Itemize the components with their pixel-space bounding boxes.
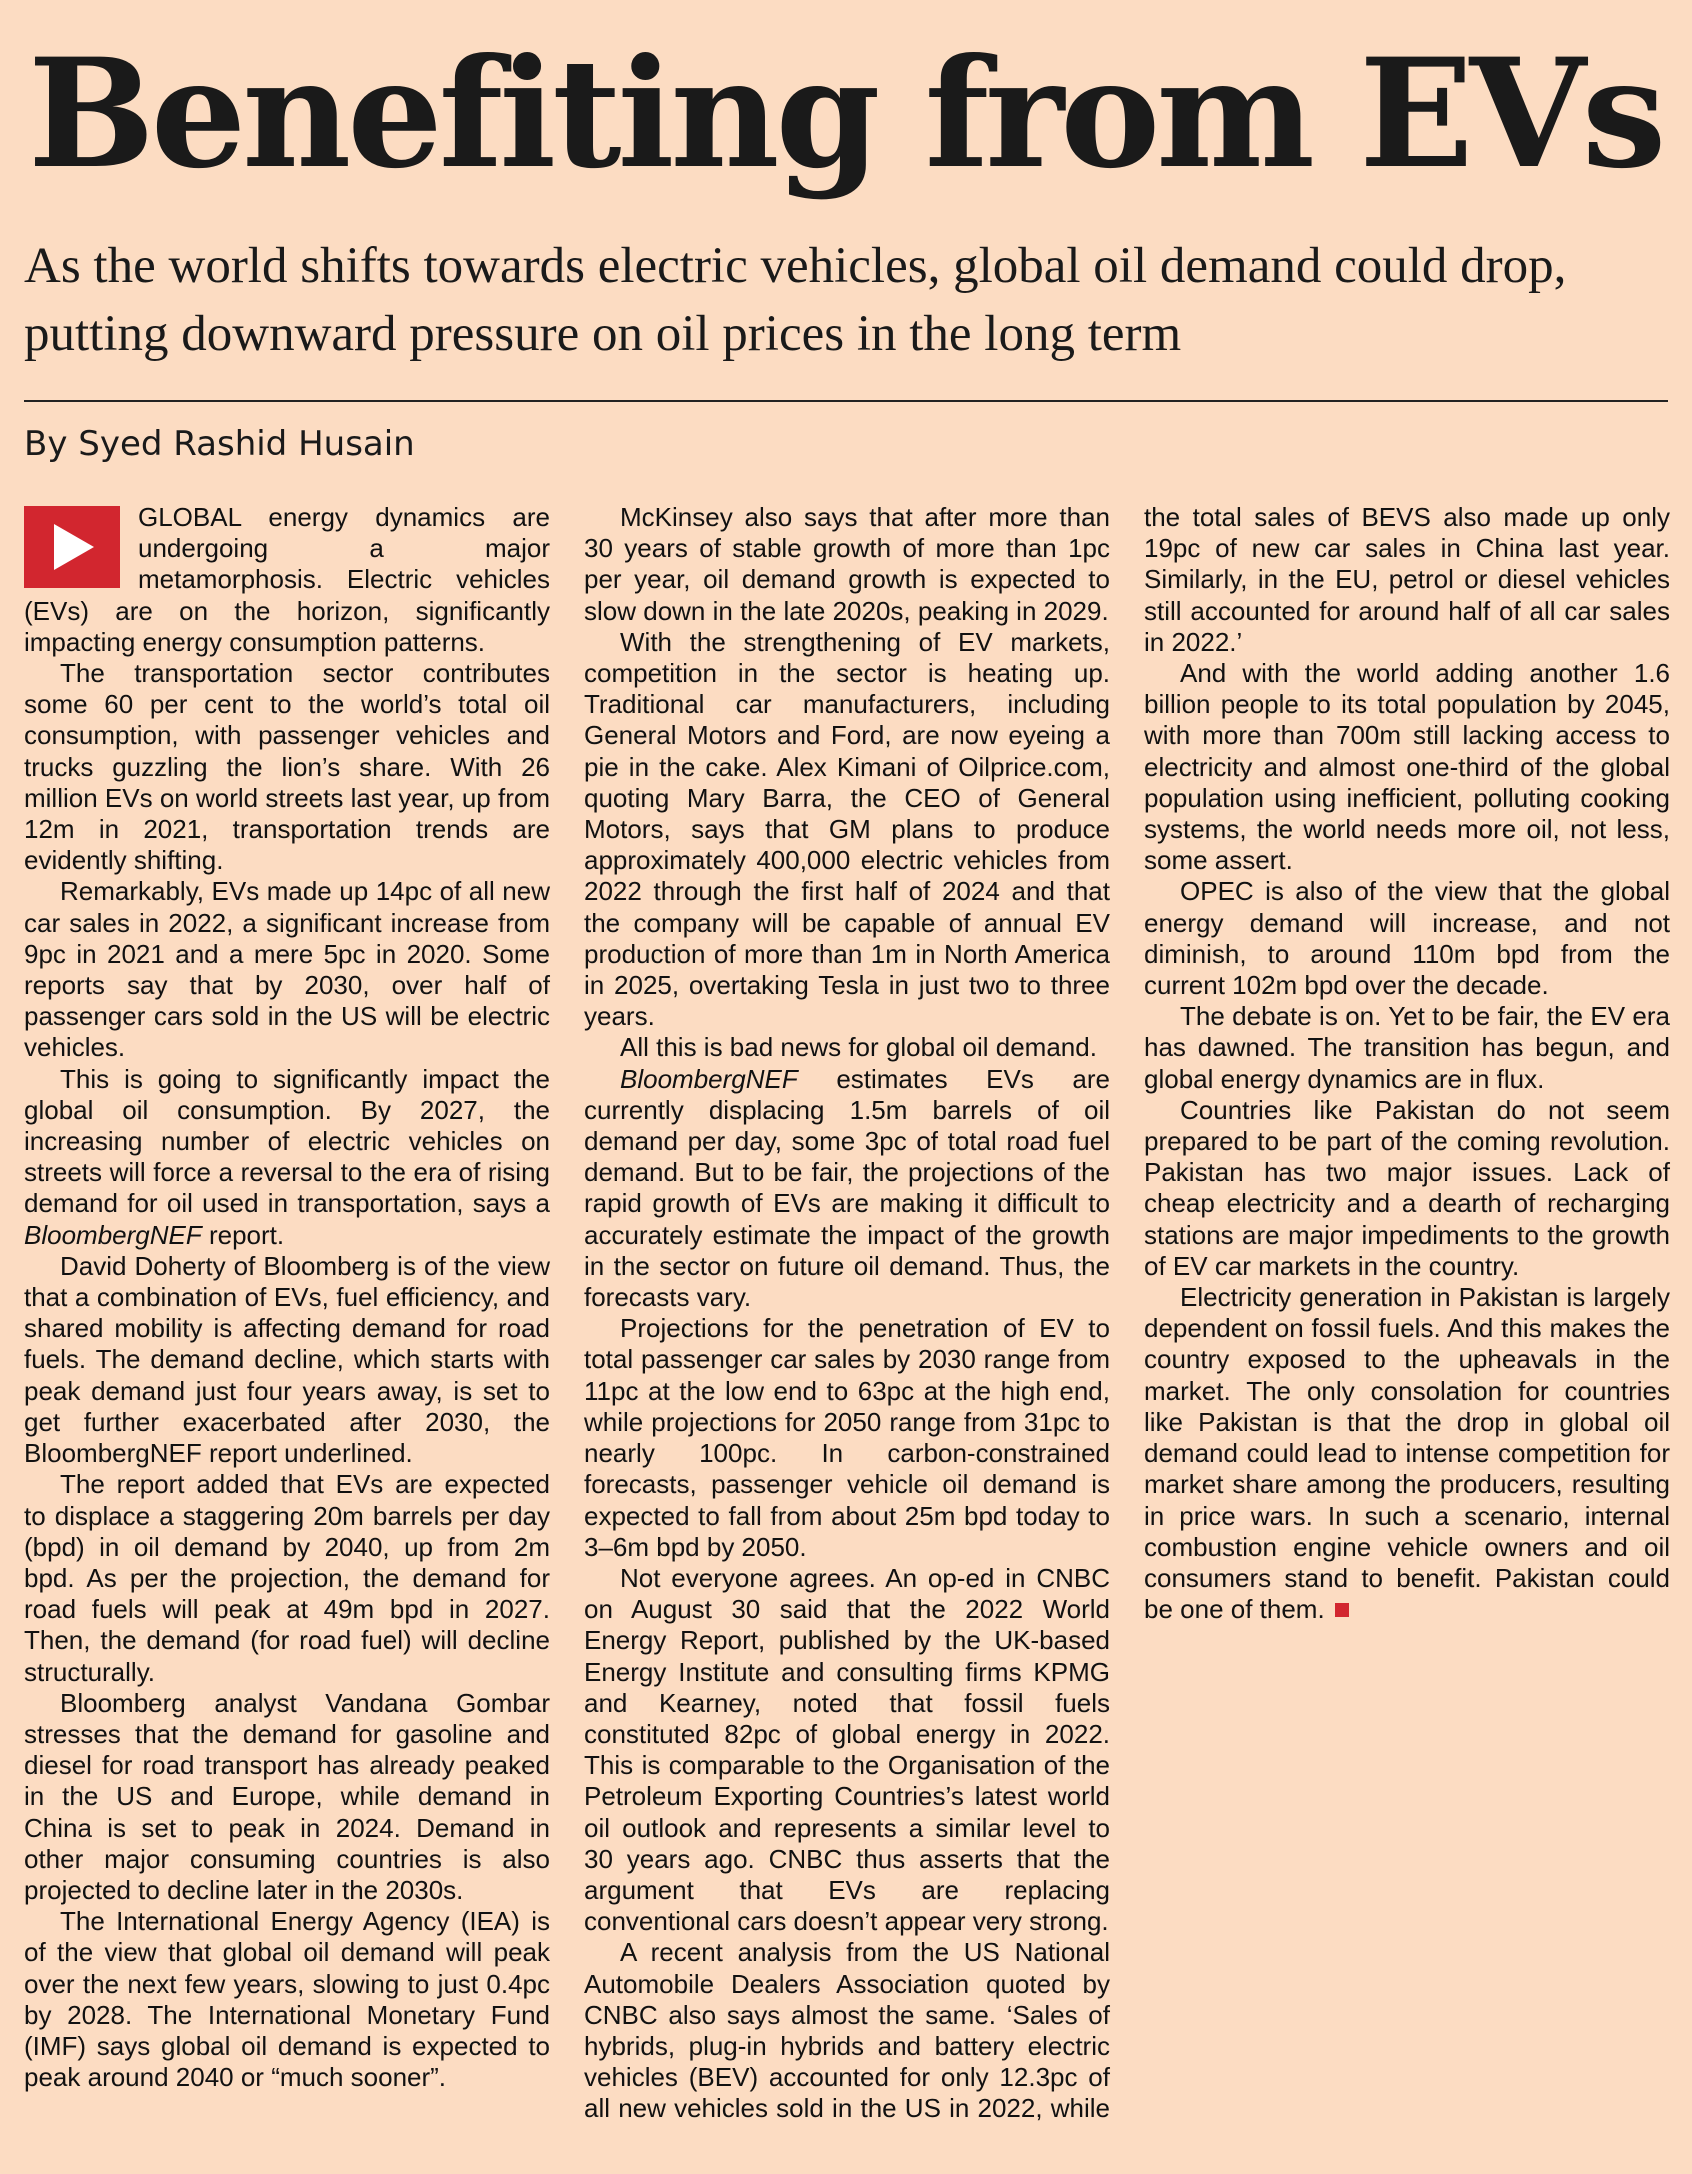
paragraph: Not everyone agrees. An op-ed in CNBC on August 30 said that the 2022 World Energy Report, published by the UK-based Energy Institute and consulting firms KPMG and Kearney, noted that fossil fuels constituted 82pc of global energy in 2022. This is comparable to the Organisation of the Petroleum Exporting Countries’s latest world oil outlook and represents a similar level to 30 years ago. CNBC thus asserts that the argument that EVs are replacing conventional cars doesn’t appear very strong. <box>584 1562 1110 1937</box>
play-icon <box>24 506 120 588</box>
paragraph: This is going to significantly impact the global oil consumption. By 2027, the increasing number of electric vehicles on streets will force a reversal to the era of rising demand for oil used in transportation, says a BloombergNEF report. <box>24 1063 550 1250</box>
paragraph: OPEC is also of the view that the global energy demand will increase, and not diminish, to around 110m bpd from the current 102m bpd over the decade. <box>1144 876 1670 1001</box>
paragraph: David Doherty of Bloomberg is of the view that a combination of EVs, fuel efficiency, and shared mobility is affecting demand for road fuels. The demand decline, which starts with peak demand just four years away, is set to get further exacerbated after 2030, the BloombergNEF report underlined. <box>24 1250 550 1469</box>
paragraph: Remarkably, EVs made up 14pc of all new car sales in 2022, a significant increase from 9pc in 2021 and a mere 5pc in 2020. Some reports say that by 2030, over half of passenger cars sold in the US will be electric vehicles. <box>24 876 550 1063</box>
divider <box>24 400 1668 402</box>
paragraph: With the strengthening of EV markets, competition in the sector is heating up. Traditional car manufacturers, including General Motors and Ford, are now eyeing a pie in the cake. Alex Kimani of Oilprice.com, quoting Mary Barra, the CEO of General Motors, says that GM plans to produce approximately 400,000 electric vehicles from 2022 through the first half of 2024 and that the company will be capable of annual EV production of more than 1m in North America in 2025, overtaking Tesla in just two to three years. <box>584 626 1110 1032</box>
paragraph: Bloomberg analyst Vandana Gombar stresses that the demand for gasoline and diesel for road transport has already peaked in the US and Europe, while demand in China is set to peak in 2024. Demand in other major consuming countries is also projected to decline later in the 2030s. <box>24 1687 550 1905</box>
paragraph: Projections for the penetration of EV to total passenger car sales by 2030 range from 11pc at the low end to 63pc at the high end, while projections for 2050 range from 31pc to nearly 100pc. In carbon-constrained forecasts, passenger vehicle oil demand is expected to fall from about 25m bpd today to 3–6m bpd by 2050. <box>584 1313 1110 1562</box>
paragraph: GLOBAL energy dynamics are undergoing a major metamorphosis. Electric vehicles (EVs) are on the horizon, significantly impacting energy consumption patterns. <box>24 502 550 657</box>
paragraph: All this is bad news for global oil demand. <box>620 1032 1097 1063</box>
paragraph: The transportation sector contributes some 60 per cent to the world’s total oil consumption, with passenger vehicles and trucks guzzling the lion’s share. With 26 million EVs on world streets last year, up from 12m in 2021, transportation trends are evidently shifting. <box>24 658 550 876</box>
paragraph: Electricity generation in Pakistan is largely dependent on fossil fuels. And this makes the country exposed to the upheavals in the market. The only consolation for countries like Pakistan is that the drop in global oil demand could lead to intense competition for market share among the producers, resulting in price wars. In such a scenario, internal combustion engine vehicle owners and oil consumers stand to benefit. Pakistan could be one of them. <box>1144 1282 1670 1625</box>
byline: By Syed Rashid Husain <box>24 424 415 464</box>
paragraph: BloombergNEF estimates EVs are currently displacing 1.5m barrels of oil demand per day, some 3pc of total road fuel demand. But to be fair, the projections of the rapid growth of EVs are making it difficult to accurately estimate the impact of the growth in the sector on future oil demand. Thus, the forecasts vary. <box>584 1063 1110 1313</box>
paragraph: The report added that EVs are expected to displace a staggering 20m barrels per day (bpd) in oil demand by 2040, up from 2m bpd. As per the projection, the demand for road fuels will peak at 49m bpd in 2027. Then, the demand (for road fuel) will decline structurally. <box>24 1469 550 1687</box>
article-body <box>24 502 1670 2152</box>
paragraph: The International Energy Agency (IEA) is of the view that global oil demand will peak over the next few years, slowing to just 0.4pc by 2028. The International Monetary Fund (IMF) says global oil demand is expected to peak around 2040 or “much sooner”. <box>24 1906 550 2093</box>
standfirst: As the world shifts towards electric vehicles, global oil demand could drop, putting downward pressure on oil prices in the long term <box>24 238 1567 362</box>
paragraph: The debate is on. Yet to be fair, the EV era has dawned. The transition has begun, and global energy dynamics are in flux. <box>1144 1001 1670 1094</box>
paragraph: McKinsey also says that after more than 30 years of stable growth of more than 1pc per year, oil demand growth is expected to slow down in the late 2020s, peaking in 2029. <box>584 502 1110 626</box>
source-name: BloombergNEF <box>24 1219 202 1250</box>
end-square-icon <box>1335 1603 1349 1617</box>
paragraph: And with the world adding another 1.6 billion people to its total population by 2045, with more than 700m still lacking access to electricity and almost one-third of the global population using inefficient, polluting cooking systems, the world needs more oil, not less, some assert. <box>1144 658 1670 876</box>
paragraph: A recent analysis from the US National Automobile Dealers Association quoted by CNBC also says almost the same. ‘Sales of hybrids, plug-in hybrids and battery electric vehicles (BEV) accounted for only 12.3pc of all new vehicles sold in the US in 2022, while the total sales of BEVS also made up only 19pc of new car sales in China last year. Similarly, in the EU, petrol or diesel vehicles still accounted for around half of all car sales in 2022.’ <box>584 502 1670 2124</box>
paragraph: Countries like Pakistan do not seem prepared to be part of the coming revolution. Pakistan has two major issues. Lack of cheap electricity and a dearth of recharging stations are major impediments to the growth of EV car markets in the country. <box>1144 1094 1670 1281</box>
headline: Benefiting from EVs <box>28 26 1663 202</box>
source-name: BloombergNEF <box>620 1063 798 1094</box>
